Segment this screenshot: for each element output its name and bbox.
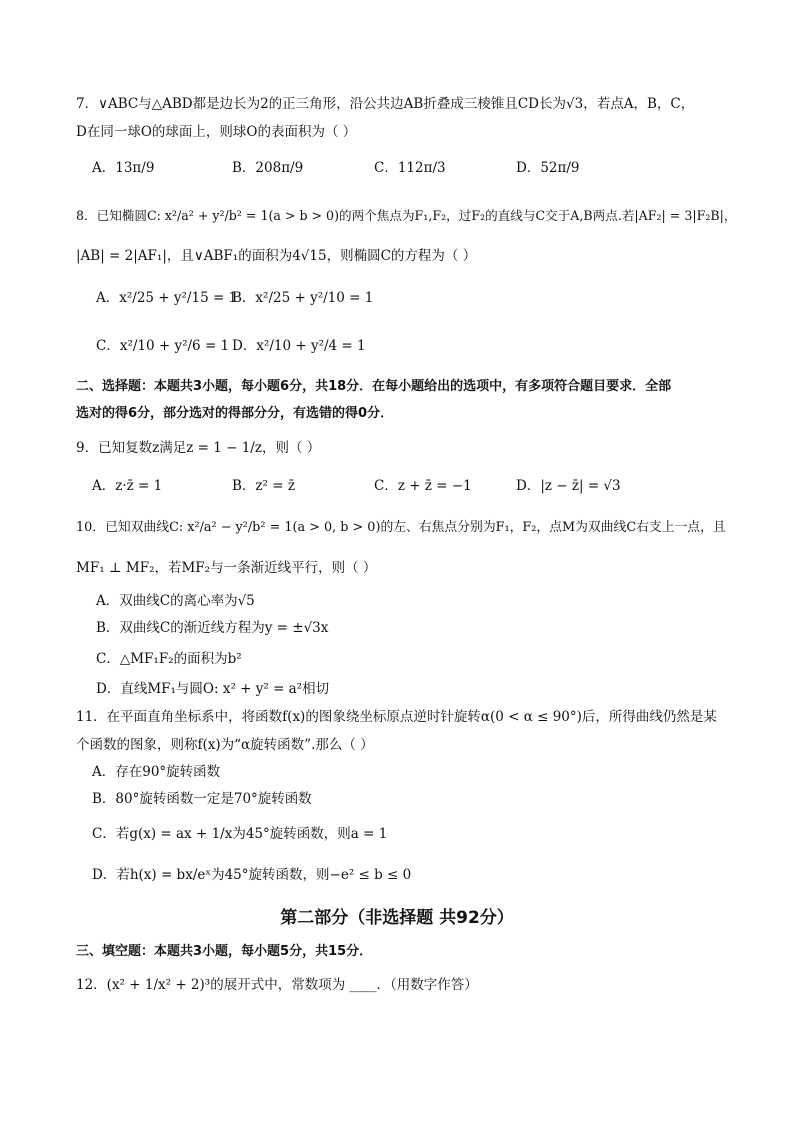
q11-option-a: A．存在90°旋转函数 bbox=[92, 764, 221, 780]
q7-option-c: C．112π/3 bbox=[374, 160, 446, 176]
q11-option-c: C．若g(x) = ax + 1/x为45°旋转函数，则a = 1 bbox=[92, 826, 388, 842]
q8-line1: 8．已知椭圆C: x²/a² + y²/b² = 1(a > b > 0)的两个焦点为F₁,F₂，过F₂的直线与C交于A,B两点.若|AF₂| = 3|F₂B|， bbox=[76, 208, 737, 223]
q7-option-b: B．208π/9 bbox=[232, 160, 304, 176]
q10-option-c: C．△MF₁F₂的面积为b² bbox=[96, 651, 242, 667]
q11-line1: 11．在平面直角坐标系中，将函数f(x)的图象绕坐标原点逆时针旋转α(0 < α ≤ 90°)后，所得曲线仍然是某 bbox=[76, 709, 717, 725]
q10-line2: MF₁ ⊥ MF₂，若MF₂与一条渐近线平行，则（ ） bbox=[76, 560, 377, 576]
q10-line1: 10．已知双曲线C: x²/a² − y²/b² = 1(a > 0, b > 0)的左、右焦点分别为F₁，F₂，点M为双曲线C右支上一点，且 bbox=[76, 520, 726, 535]
q10-option-a: A．双曲线C的离心率为√5 bbox=[96, 593, 255, 609]
q8-option-d: D．x²/10 + y²/4 = 1 bbox=[232, 338, 366, 354]
q7-line2: D在同一球O的球面上，则球O的表面积为（ ） bbox=[76, 124, 357, 140]
part2-title: 第二部分（非选择题 共92分） bbox=[280, 908, 514, 928]
q10-option-b: B．双曲线C的渐近线方程为y = ±√3x bbox=[96, 620, 329, 636]
q7-option-a: A．13π/9 bbox=[92, 160, 155, 176]
q8-option-b: B．x²/25 + y²/10 = 1 bbox=[232, 290, 374, 306]
q9-line1: 9．已知复数z满足z = 1 − 1/z，则（ ） bbox=[76, 440, 321, 456]
section2-line1: 二、选择题：本题共3小题，每小题6分，共18分．在每小题给出的选项中，有多项符合题目要求．全部 bbox=[76, 379, 672, 394]
q11-option-b: B．80°旋转函数一定是70°旋转函数 bbox=[92, 791, 312, 807]
q11-option-d: D．若h(x) = bx/eˣ为45°旋转函数，则−e² ≤ b ≤ 0 bbox=[92, 867, 412, 883]
section2-line2: 选对的得6分，部分选对的得部分分，有选错的得0分． bbox=[76, 406, 394, 421]
q8-line2: |AB| = 2|AF₁|，且∨ABF₁的面积为4√15，则椭圆C的方程为（ ） bbox=[76, 248, 477, 264]
q11-line2: 个函数的图象，则称f(x)为“α旋转函数”.那么（ ） bbox=[76, 737, 374, 753]
q9-option-c: C．z + z̄ = −1 bbox=[374, 478, 472, 494]
q8-option-a: A．x²/25 + y²/15 = 1 bbox=[96, 290, 238, 306]
q9-option-b: B．z² = z̄ bbox=[232, 478, 295, 494]
q9-option-a: A．z·z̄ = 1 bbox=[92, 478, 163, 494]
q10-option-d: D．直线MF₁与圆O: x² + y² = a²相切 bbox=[96, 681, 330, 697]
q9-option-d: D．|z − z̄| = √3 bbox=[516, 478, 621, 494]
section3-heading: 三、填空题：本题共3小题，每小题5分，共15分． bbox=[76, 944, 373, 959]
q8-option-c: C．x²/10 + y²/6 = 1 bbox=[96, 338, 230, 354]
q12-line: 12．(x² + 1/x² + 2)³的展开式中，常数项为 ____．（用数字作答） bbox=[76, 977, 478, 993]
q7-line1: 7．∨ABC与△ABD都是边长为2的正三角形，沿公共边AB折叠成三棱锥且CD长为√3，若点A，B，C， bbox=[76, 96, 695, 112]
q7-option-d: D．52π/9 bbox=[516, 160, 580, 176]
